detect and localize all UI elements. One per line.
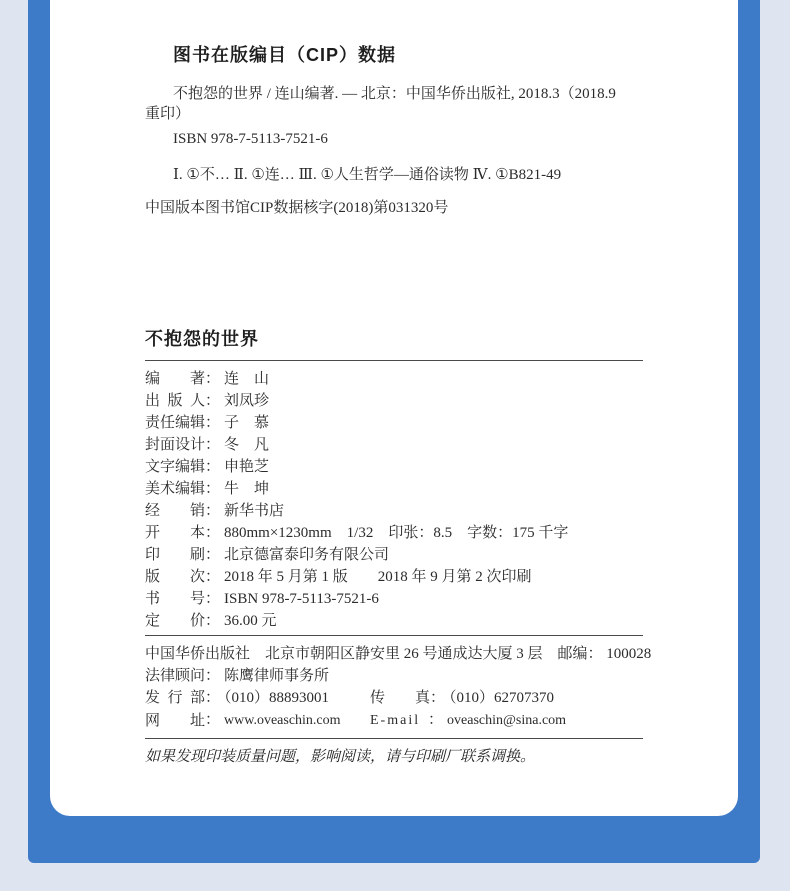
legal-counsel-label: 法律顾问 bbox=[145, 668, 206, 684]
cip-description-line2: 重印） bbox=[145, 106, 191, 122]
cip-description-line1: 不抱怨的世界 / 连山编著. — 北京：中国华侨出版社, 2018.3（2018.9 bbox=[173, 86, 616, 102]
colophon-row bbox=[145, 434, 643, 456]
email-label: E-mail bbox=[370, 713, 421, 728]
cip-classification: Ⅰ. ①不… Ⅱ. ①连… Ⅲ. ①人生哲学—通俗读物 Ⅳ. ①B821-49 bbox=[173, 167, 562, 183]
colon: ： bbox=[205, 547, 221, 563]
colophon-rows bbox=[145, 368, 643, 632]
colophon-row-label: 文字编辑 bbox=[145, 459, 206, 475]
colophon-row-label: 定价 bbox=[145, 613, 205, 629]
fax-number: （010）62707370 bbox=[449, 690, 555, 706]
cip-description bbox=[145, 84, 643, 124]
colophon-row-label: 封面设计 bbox=[145, 437, 206, 453]
legal-counsel-value: 陈鹰律师事务所 bbox=[224, 668, 330, 684]
distribution-phone: （010）88893001 bbox=[224, 690, 330, 706]
colon: ： bbox=[205, 591, 221, 607]
colophon-row-label: 美术编辑 bbox=[145, 481, 206, 497]
colophon-row bbox=[145, 588, 643, 610]
website-label: 网址 bbox=[145, 713, 205, 729]
colophon-row-value: 36.00 元 bbox=[224, 613, 277, 629]
book-title: 不抱怨的世界 bbox=[145, 329, 259, 349]
copyright-page bbox=[50, 0, 738, 816]
colophon-row-value: 牛 坤 bbox=[224, 481, 270, 497]
distribution-label: 发行部 bbox=[145, 690, 205, 706]
colophon-row bbox=[145, 390, 643, 412]
colophon-row-value: 申艳芝 bbox=[224, 459, 270, 475]
colophon-row-value: ISBN 978-7-5113-7521-6 bbox=[224, 591, 379, 607]
colon: ： bbox=[205, 393, 221, 409]
blue-cover-panel bbox=[28, 0, 760, 863]
colophon-row-value: 2018 年 5 月第 1 版 2018 年 9 月第 2 次印刷 bbox=[224, 569, 532, 585]
colophon-row bbox=[145, 456, 643, 478]
colophon-row bbox=[145, 566, 643, 588]
colophon-row bbox=[145, 522, 643, 544]
website-cell bbox=[145, 709, 370, 732]
colophon-row-label: 编著 bbox=[145, 371, 205, 387]
colon: ： bbox=[205, 613, 221, 629]
colon: ： bbox=[205, 371, 221, 387]
colon: ： bbox=[205, 459, 221, 475]
colon: ： bbox=[205, 481, 221, 497]
colophon-row-value: 子 慕 bbox=[224, 415, 270, 431]
quality-notice: 如果发现印装质量问题，影响阅读，请与印刷厂联系调换。 bbox=[145, 749, 536, 765]
colophon-row-value: 北京德富泰印务有限公司 bbox=[224, 547, 390, 563]
fax-label: 传真 bbox=[370, 690, 430, 706]
cip-isbn: ISBN 978-7-5113-7521-6 bbox=[173, 131, 328, 147]
page-content bbox=[145, 0, 652, 767]
distribution-cell bbox=[145, 687, 370, 709]
colophon-row-label: 印刷 bbox=[145, 547, 205, 563]
colophon-row bbox=[145, 610, 643, 632]
email-cell bbox=[370, 709, 643, 732]
colon: ： bbox=[205, 525, 221, 541]
colophon-row bbox=[145, 544, 643, 566]
divider-above-publisher bbox=[145, 635, 643, 636]
colophon-row bbox=[145, 368, 643, 390]
colophon-row-value: 880mm×1230mm 1/32 印张：8.5 字数：175 千字 bbox=[224, 525, 569, 541]
divider-under-title bbox=[145, 360, 643, 361]
cip-registry-number: 中国版本图书馆CIP数据核字(2018)第031320号 bbox=[145, 200, 449, 216]
colophon-row-value: 刘凤珍 bbox=[224, 393, 270, 409]
colophon-row bbox=[145, 478, 643, 500]
publisher-address-line: 中国华侨出版社 北京市朝阳区静安里 26 号通成达大厦 3 层 邮编： 100028 bbox=[145, 646, 652, 662]
publisher-block bbox=[145, 643, 652, 732]
colophon-row-value: 冬 凡 bbox=[224, 437, 270, 453]
colon: ： bbox=[205, 415, 221, 431]
colon: ： bbox=[430, 690, 446, 706]
website-url: www.oveaschin.com bbox=[224, 713, 341, 728]
colon: ： bbox=[205, 668, 221, 684]
cip-heading: 图书在版编目（CIP）数据 bbox=[173, 45, 397, 65]
colon: ： bbox=[205, 569, 221, 585]
divider-above-notice bbox=[145, 738, 643, 739]
colophon-row-label: 经销 bbox=[145, 503, 205, 519]
colon: ： bbox=[205, 437, 221, 453]
colophon-row-value: 连 山 bbox=[224, 371, 270, 387]
colophon-row-label: 责任编辑 bbox=[145, 415, 206, 431]
web-email-line bbox=[145, 709, 643, 732]
colophon-row-label: 书号 bbox=[145, 591, 205, 607]
colophon-row bbox=[145, 412, 643, 434]
colophon-row-label: 开本 bbox=[145, 525, 205, 541]
colophon-row-label: 出版人 bbox=[145, 393, 205, 409]
email-address: oveaschin@sina.com bbox=[447, 713, 567, 728]
colophon-row-value: 新华书店 bbox=[224, 503, 285, 519]
colon: ： bbox=[428, 712, 444, 728]
distribution-fax-line bbox=[145, 687, 643, 709]
colophon-row bbox=[145, 500, 643, 522]
colon: ： bbox=[205, 690, 221, 706]
colon: ： bbox=[205, 503, 221, 519]
legal-counsel-line bbox=[145, 665, 643, 687]
colophon-row-label: 版次 bbox=[145, 569, 205, 585]
fax-cell bbox=[370, 687, 643, 709]
colon: ： bbox=[205, 712, 221, 728]
